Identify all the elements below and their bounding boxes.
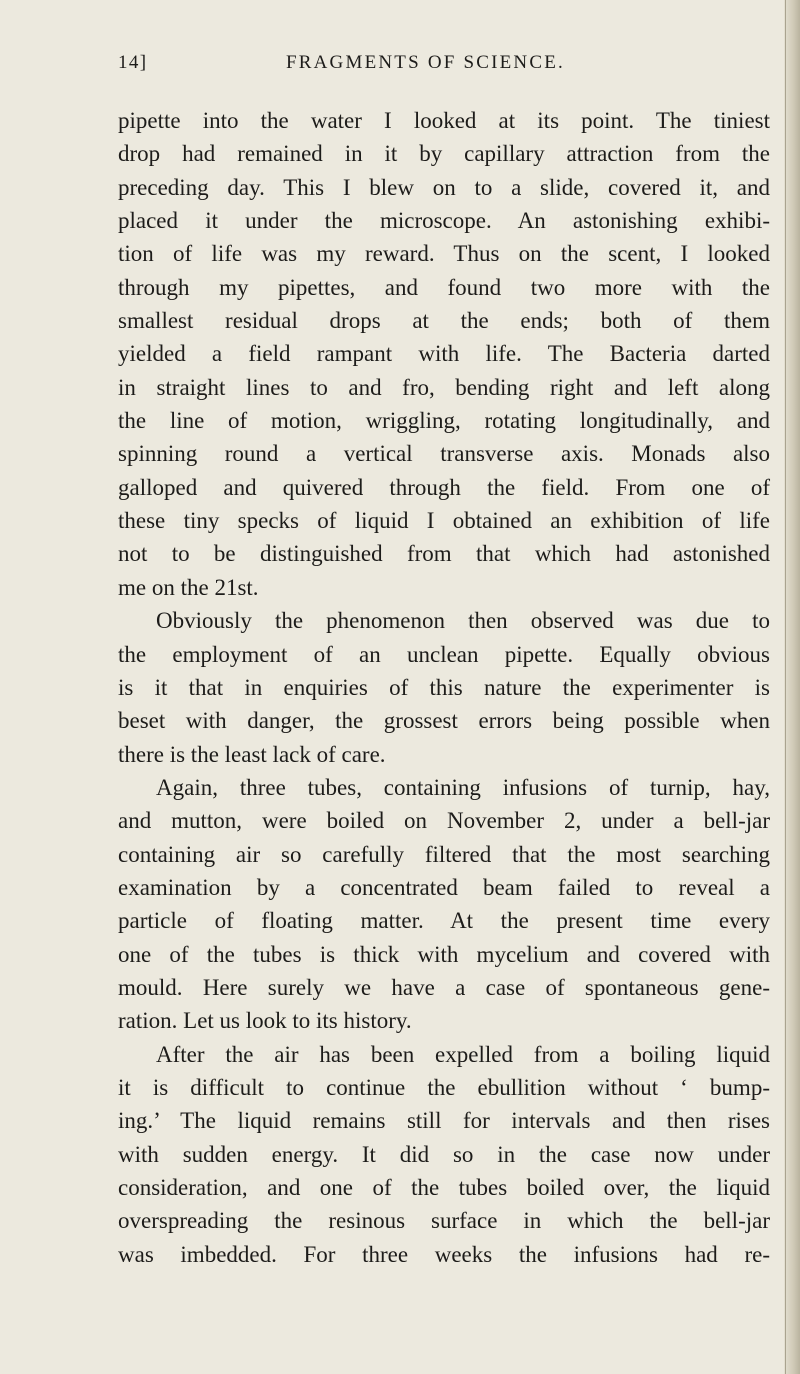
text-line: placed it under the microscope. An astonishing exhibi-: [118, 208, 770, 234]
text-line: is it that in enquiries of this nature the experimenter is: [118, 674, 770, 700]
text-line: there is the least lack of care.: [118, 741, 386, 767]
text-line: consideration, and one of the tubes boiled over, the liquid: [118, 1175, 770, 1200]
text-line: the employment of an unclean pipette. Equally obvious: [118, 641, 770, 667]
body-text: [118, 104, 770, 1271]
text-line: through my pipettes, and found two more with the: [118, 274, 770, 300]
text-line: After the air has been expelled from a boiling liquid: [156, 1041, 770, 1067]
running-head: [118, 52, 770, 82]
text-line: ration. Let us look to its history.: [118, 1008, 412, 1034]
text-line: ing.’ The liquid remains still for intervals and then rises: [118, 1108, 770, 1134]
text-line: it is difficult to continue the ebullition without ‘ bump-: [118, 1074, 770, 1100]
text-line: pipette into the water I looked at its point. The tiniest: [118, 108, 770, 133]
text-line: in straight lines to and fro, bending right and left along: [118, 374, 770, 400]
text-line: one of the tubes is thick with mycelium and covered with: [118, 941, 770, 967]
text-line: overspreading the resinous surface in which the bell-jar: [118, 1208, 770, 1234]
page-edge: [784, 0, 800, 1374]
text-line: was imbedded. For three weeks the infusions had re-: [118, 1241, 770, 1267]
text-line: not to be distinguished from that which had astonished: [118, 541, 770, 567]
text-line: mould. Here surely we have a case of spontaneous gene-: [118, 974, 770, 1000]
text-line: me on the 21st.: [118, 574, 259, 600]
text-line: tion of life was my reward. Thus on the scent, I looked: [118, 241, 770, 267]
page-number: 14]: [118, 52, 148, 73]
text-line: yielded a field rampant with life. The Bacteria darted: [118, 341, 770, 367]
text-line: beset with danger, the grossest errors being possible when: [118, 708, 770, 734]
text-line: particle of floating matter. At the present time every: [118, 908, 770, 934]
page-edge-line: [785, 0, 786, 1374]
text-line: with sudden energy. It did so in the case now under: [118, 1141, 770, 1167]
text-line: smallest residual drops at the ends; both of them: [118, 308, 770, 334]
text-line: preceding day. This I blew on to a slide, covered it, and: [118, 174, 770, 200]
text-line: drop had remained in it by capillary attraction from the: [118, 141, 770, 167]
text-line: galloped and quivered through the field. From one of: [118, 474, 770, 500]
text-line: and mutton, were boiled on November 2, under a bell-jar: [118, 808, 770, 834]
text-line: the line of motion, wriggling, rotating longitudinally, and: [118, 408, 770, 434]
text-line: containing air so carefully filtered that the most searching: [118, 841, 770, 867]
text-line: examination by a concentrated beam failed to reveal a: [118, 874, 770, 900]
text-line: spinning round a vertical transverse axis. Monads also: [118, 441, 770, 467]
text-line: Again, three tubes, containing infusions of turnip, hay,: [156, 774, 770, 800]
text-line: these tiny specks of liquid I obtained an exhibition of life: [118, 508, 770, 534]
text-line: Obviously the phenomenon then observed was due to: [156, 608, 770, 634]
running-title: FRAGMENTS OF SCIENCE.: [286, 52, 565, 73]
